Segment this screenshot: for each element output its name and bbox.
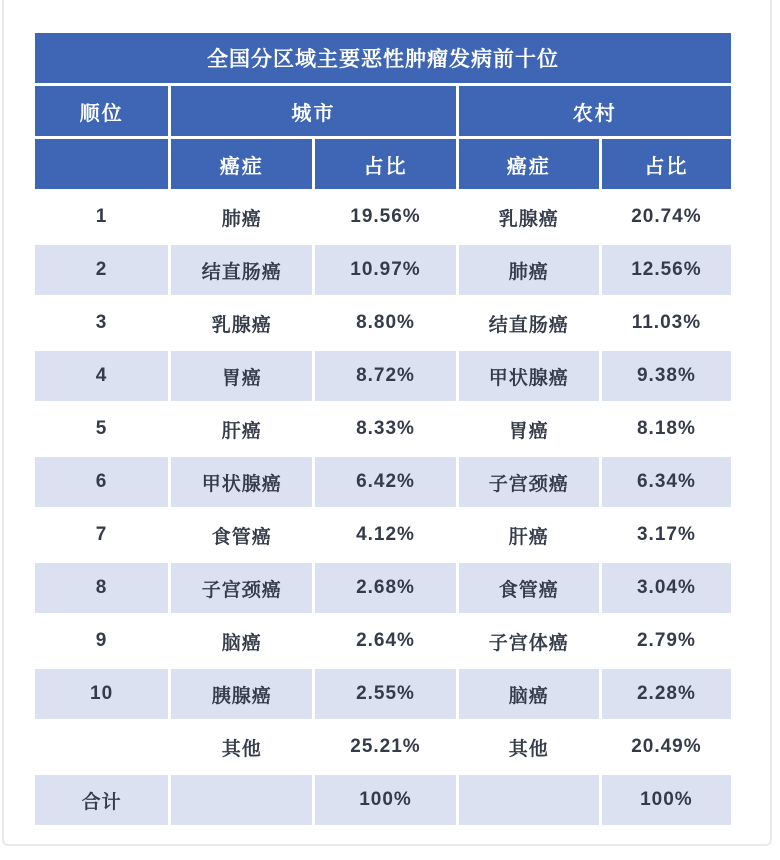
table-body xyxy=(35,192,731,825)
table-row xyxy=(35,192,731,242)
urban-share-cell: 25.21% xyxy=(350,736,421,757)
urban-share-cell: 4.12% xyxy=(356,524,415,545)
urban-share-cell: 6.42% xyxy=(315,457,455,507)
group-header-row xyxy=(35,86,731,136)
urban-cancer-cell: 甲状腺癌 xyxy=(171,457,312,507)
rural-share-cell: 3.17% xyxy=(636,524,696,545)
rural-share-cell: 20.74% xyxy=(631,206,702,227)
urban-cancer-header: 癌症 xyxy=(171,139,312,189)
table-row xyxy=(35,510,731,560)
rural-share-cell: 100% xyxy=(602,775,731,825)
urban-share-cell: 8.72% xyxy=(315,351,455,401)
rural-share-cell: 2.28% xyxy=(602,669,731,719)
rural-cancer-cell: 胃癌 xyxy=(508,420,549,442)
urban-cancer-cell: 脑癌 xyxy=(221,632,262,654)
table-row xyxy=(35,616,731,666)
rank-cell: 8 xyxy=(35,563,168,613)
rural-cancer-cell: 子宫颈癌 xyxy=(459,457,599,507)
urban-cancer-cell: 乳腺癌 xyxy=(211,314,272,336)
rank-cell: 2 xyxy=(35,245,168,295)
rural-share-cell: 11.03% xyxy=(631,312,702,333)
urban-cancer-cell: 子宫颈癌 xyxy=(171,563,312,613)
rural-share-cell: 20.49% xyxy=(631,736,702,757)
table-row xyxy=(35,457,731,507)
urban-share-cell: 19.56% xyxy=(350,206,421,227)
table-row xyxy=(35,775,731,825)
sub-header-row xyxy=(35,139,731,189)
rural-share-cell: 9.38% xyxy=(602,351,731,401)
rural-cancer-header: 癌症 xyxy=(459,139,599,189)
rank-cell: 10 xyxy=(35,669,168,719)
urban-share-header: 占比 xyxy=(315,139,455,189)
empty-header-cell xyxy=(35,139,168,189)
table-row xyxy=(35,245,731,295)
urban-share-cell: 100% xyxy=(315,775,455,825)
title-row xyxy=(35,33,731,83)
rural-cancer-cell: 食管癌 xyxy=(459,563,599,613)
rank-cell: 4 xyxy=(35,351,168,401)
rural-cancer-cell: 子宫体癌 xyxy=(488,632,569,654)
rural-group-header: 农村 xyxy=(459,86,731,136)
rank-cell xyxy=(35,722,168,772)
table-row xyxy=(35,351,731,401)
rank-cell: 1 xyxy=(95,206,108,227)
rank-cell: 5 xyxy=(95,418,108,439)
urban-share-cell: 10.97% xyxy=(315,245,455,295)
rural-cancer-cell: 肝癌 xyxy=(508,526,549,548)
urban-cancer-cell: 胰腺癌 xyxy=(171,669,312,719)
urban-cancer-cell: 胃癌 xyxy=(171,351,312,401)
rural-share-cell: 3.04% xyxy=(602,563,731,613)
table-row xyxy=(35,563,731,613)
urban-cancer-cell: 肺癌 xyxy=(221,208,262,230)
table-row xyxy=(35,669,731,719)
cancer-incidence-table xyxy=(32,30,734,828)
table-row xyxy=(35,722,731,772)
urban-share-cell: 8.80% xyxy=(356,312,415,333)
urban-share-cell: 2.55% xyxy=(315,669,455,719)
rural-cancer-cell: 脑癌 xyxy=(459,669,599,719)
rank-cell: 6 xyxy=(35,457,168,507)
rank-cell: 合计 xyxy=(35,775,168,825)
urban-share-cell: 8.33% xyxy=(356,418,415,439)
rank-column-header: 顺位 xyxy=(35,86,168,136)
urban-cancer-cell: 结直肠癌 xyxy=(171,245,312,295)
rural-cancer-cell: 肺癌 xyxy=(459,245,599,295)
rank-cell: 3 xyxy=(95,312,108,333)
table-row xyxy=(35,404,731,454)
rank-cell: 9 xyxy=(95,630,108,651)
urban-cancer-cell: 食管癌 xyxy=(211,526,272,548)
rural-cancer-cell xyxy=(459,775,599,825)
rural-cancer-cell: 结直肠癌 xyxy=(488,314,569,336)
rank-cell: 7 xyxy=(95,524,108,545)
table-title: 全国分区域主要恶性肿瘤发病前十位 xyxy=(35,33,731,83)
rural-share-cell: 12.56% xyxy=(602,245,731,295)
urban-share-cell: 2.64% xyxy=(356,630,415,651)
urban-cancer-cell: 肝癌 xyxy=(221,420,262,442)
rural-share-cell: 6.34% xyxy=(602,457,731,507)
urban-cancer-cell xyxy=(171,775,312,825)
rural-share-header: 占比 xyxy=(602,139,731,189)
table-row xyxy=(35,298,731,348)
rural-cancer-cell: 其他 xyxy=(508,738,549,760)
urban-cancer-cell: 其他 xyxy=(221,738,262,760)
urban-share-cell: 2.68% xyxy=(315,563,455,613)
rural-share-cell: 8.18% xyxy=(636,418,696,439)
rural-cancer-cell: 甲状腺癌 xyxy=(459,351,599,401)
urban-group-header: 城市 xyxy=(171,86,455,136)
rural-share-cell: 2.79% xyxy=(636,630,696,651)
rural-cancer-cell: 乳腺癌 xyxy=(498,208,559,230)
